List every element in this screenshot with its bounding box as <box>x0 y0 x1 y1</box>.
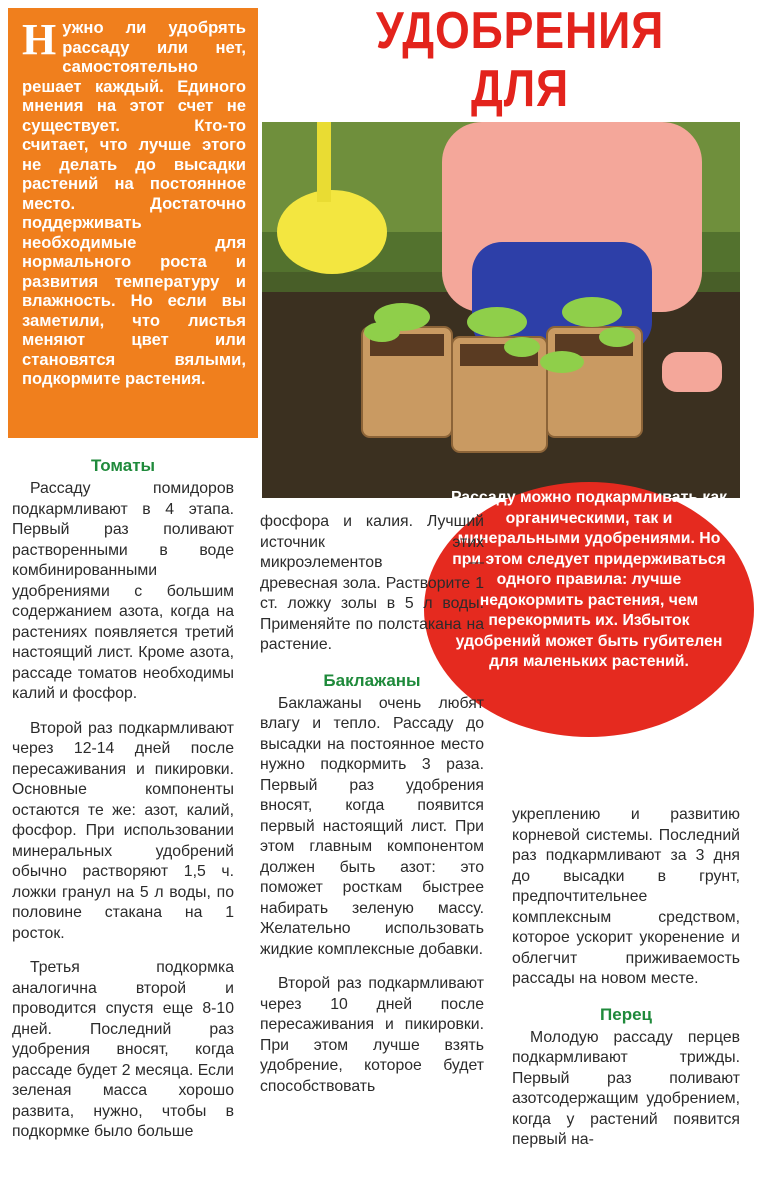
intro-dropcap: Н <box>22 15 57 64</box>
tomatoes-paragraph-1: Рассаду помидоров подкармливают в 4 этапа. Первый раз поливают растворенными в воде комбинированными удобрениями с большим содержанием азота, когда на растениях появляется третий настоящий лист. Кроме азота, рассаде томатов необходимы калий и фосфор. <box>12 480 234 702</box>
bubble-text: Рассаду можно подкармливать как органическими, так и минеральными удобрениями. Но при этом следует придерживаться одного правила: лучше недокормить растения, чем перекормить их. Избыток удобрений может быть губителен для маленьких растений. <box>450 489 728 670</box>
column-middle <box>260 512 484 1177</box>
eggplants-paragraph-2: Второй раз подкармливают через 10 дней после пересаживания и пикировки. При этом лучше взять удобрение, которое будет способствовать <box>260 975 484 1095</box>
heading-tomatoes: Томаты <box>90 456 156 475</box>
photo-illustration <box>262 122 740 498</box>
eggplants-paragraph-1: Баклажаны очень любят влагу и тепло. Рассаду до высадки на постоянное место нужно подкормить 3 раза. Первый раз удобрения вносят, когда появится первый настоящий лист. При этом главным компонентом должен быть азот: это поможет росткам быстрее набирать зеленую массу. Желательно использовать жидкие комплексные добавки. <box>260 694 484 958</box>
intro-text: ужно ли удобрять рассаду или нет, самостоятельно решает каждый. Единого мнения на этот счет не существует. Кто-то считает, что лучше этого не делать до высадки растений на постоянное место. Достаточно поддерживать необходимые для нормального роста и развития температуру и влажность. Но если вы заметили, что листья меняют цвет или становятся вялыми, подкормите растения. <box>22 18 246 388</box>
seedlings-photo <box>262 122 740 498</box>
title-line-1: УДОБРЕНИЯ <box>375 2 665 60</box>
heading-pepper: Перец <box>600 1004 652 1024</box>
tomatoes-paragraph-2: Второй раз подкармливают через 12-14 дней после пересаживания и пикировки. Основные компоненты остаются те же: азот, калий, фосфор. При использовании минеральных удобрений обычно растворяют 1,5 ч. ложки гранул на 5 л воды, по половине стакана на 1 росток. <box>12 719 234 942</box>
title-line-2: ДЛЯ <box>471 60 569 118</box>
continued-paragraph-right: укреплению и развитию корневой системы. Последний раз подкармливают за 3 дня до высадки в грунт, предпочтительнее комплексным средством, которое ускорит укоренение и облегчит приживаемость рассады на новом месте. <box>512 806 740 987</box>
tomatoes-paragraph-3: Третья подкормка аналогична второй и проводится спустя еще 8-10 дней. Последний раз удобрения вносят, когда рассаде будет 2 месяца. Если зеленая масса хорошо развита, нужно, чтобы в подкормке было больше <box>12 959 234 1140</box>
column-tomatoes <box>12 455 234 1175</box>
intro-box <box>8 8 258 438</box>
column-right <box>512 805 740 1177</box>
pepper-paragraph-1: Молодую рассаду перцев подкармливают трижды. Первый раз поливают азотсодержащим удобрением, когда у растений появится первый на- <box>512 1028 740 1148</box>
heading-eggplants: Баклажаны <box>323 670 421 690</box>
continued-paragraph: фосфора и калия. Лучший источник этих микроэлементов — древесная зола. Растворите 1 ст. ложку золы в 5 л воды. Применяйте по полстакана на растение. <box>260 513 484 653</box>
